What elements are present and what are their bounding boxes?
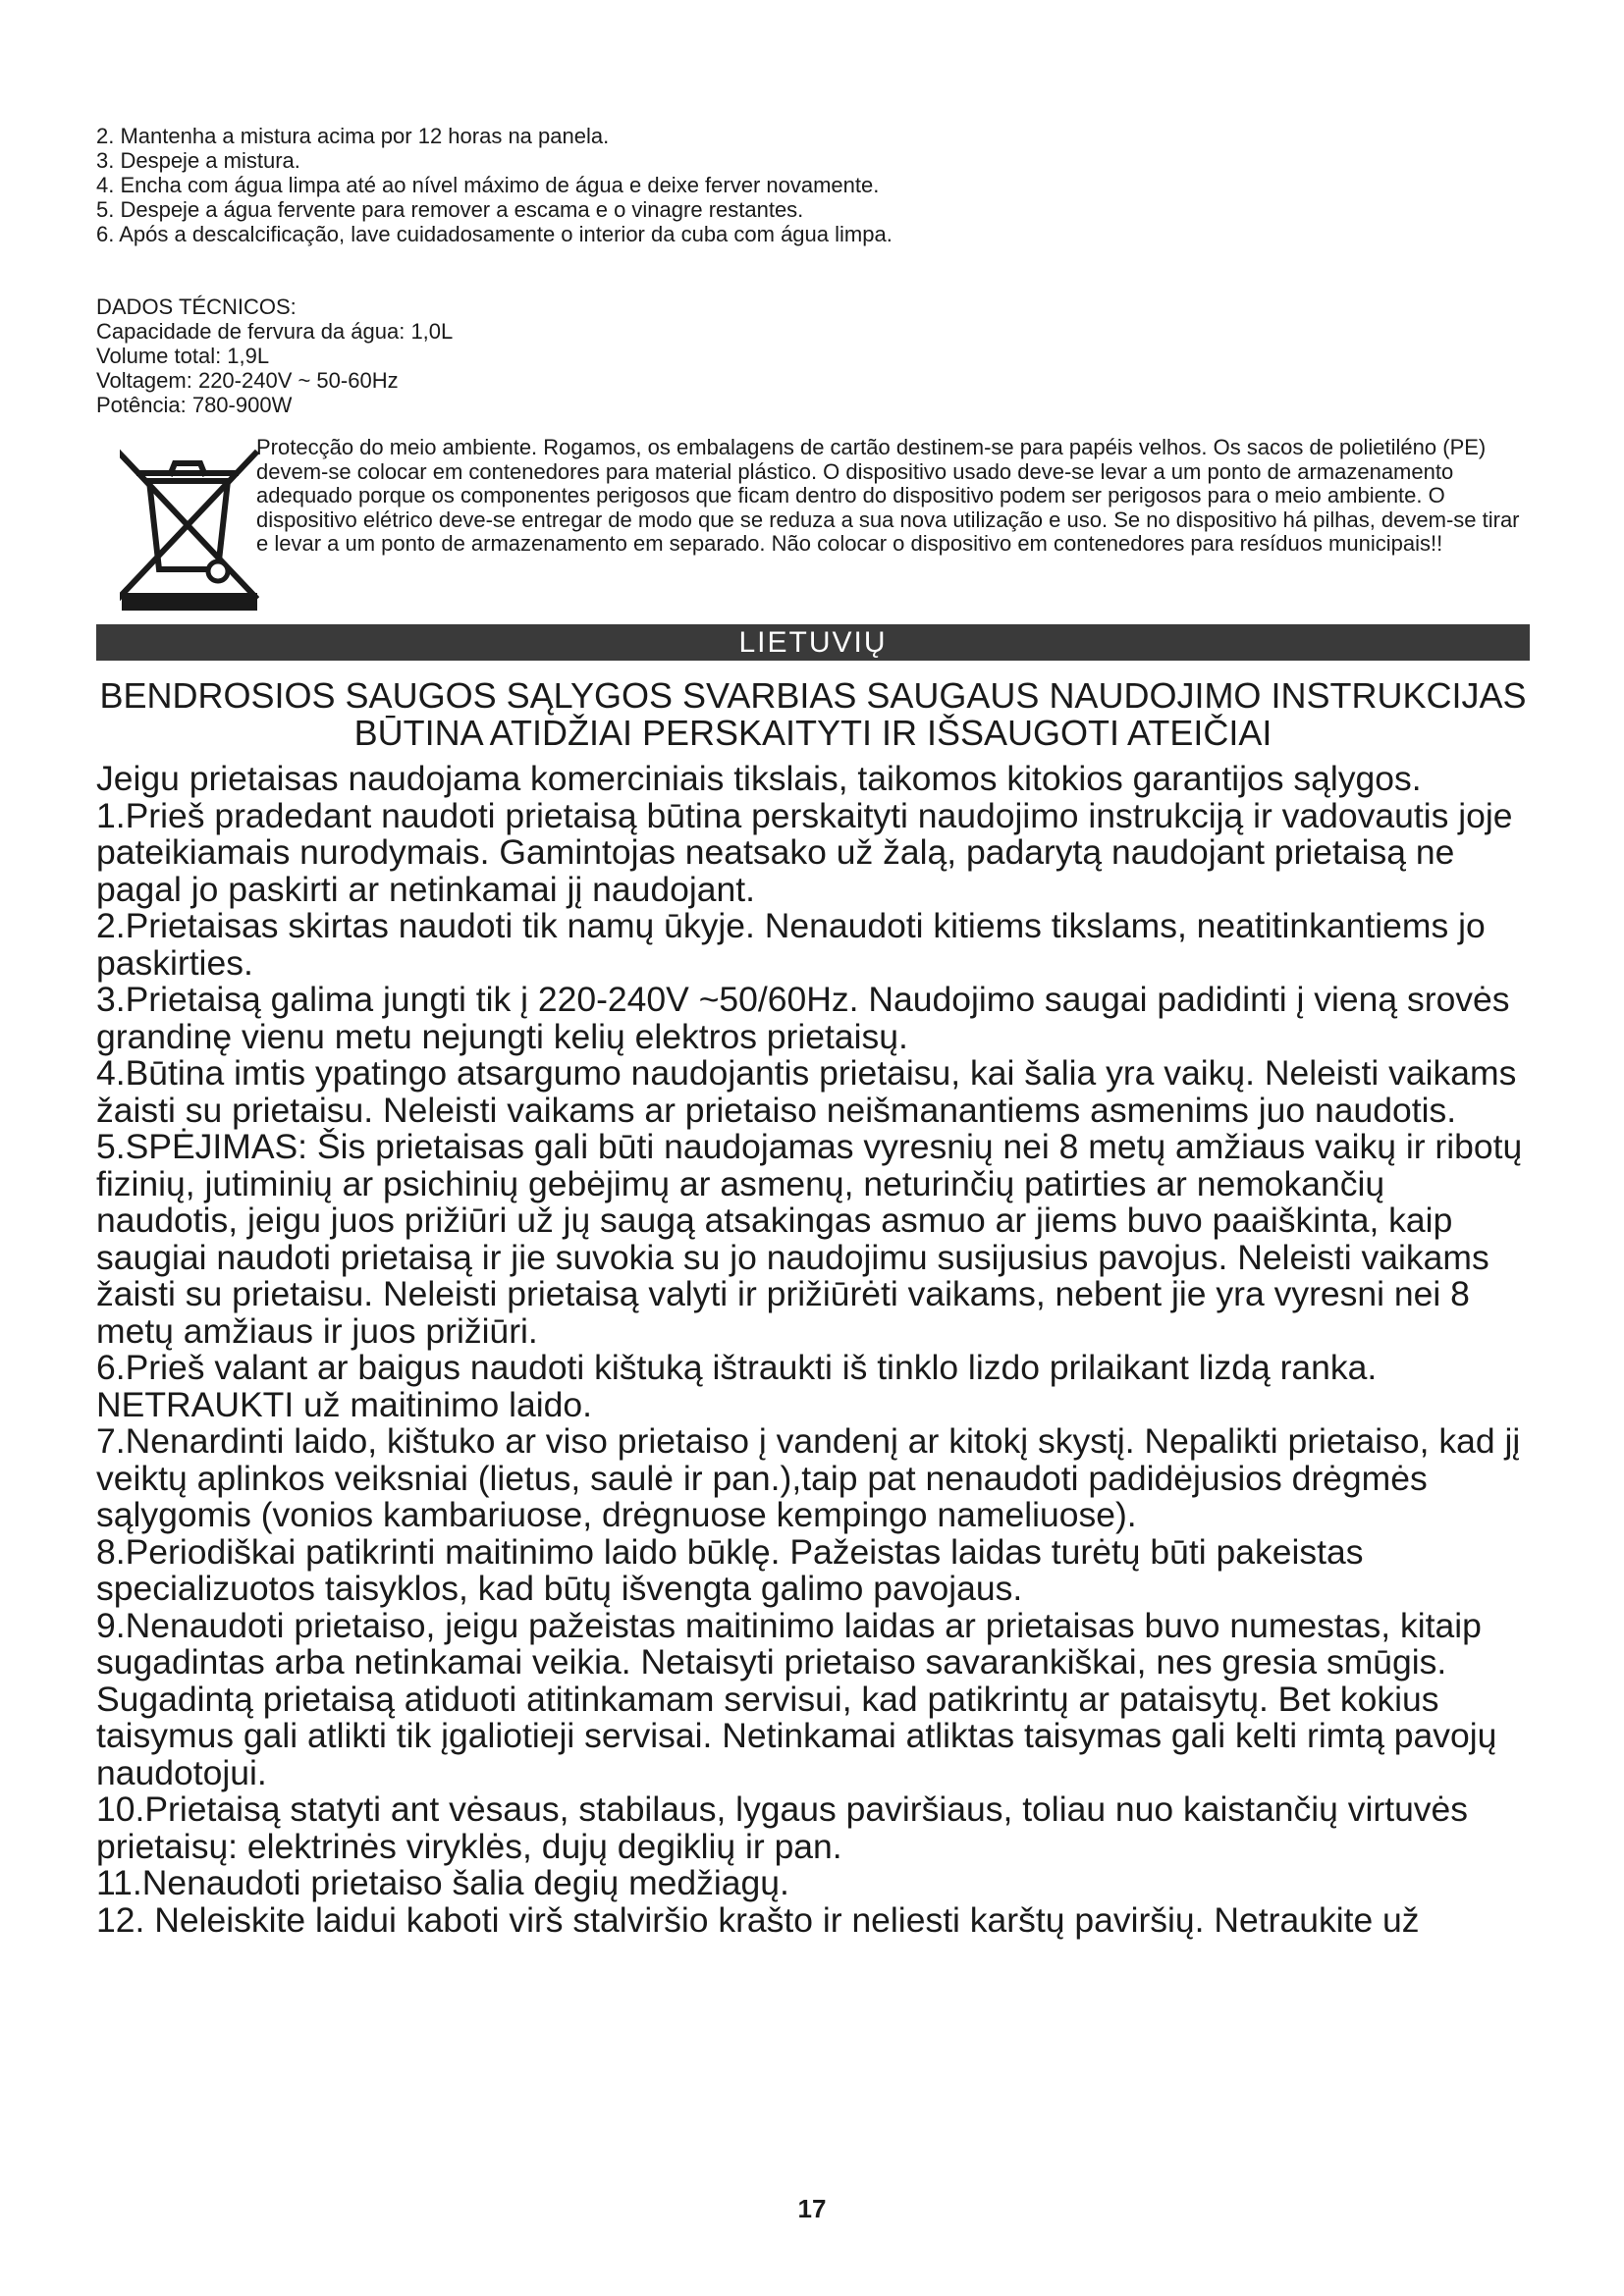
safety-paragraph: 12. Neleiskite laidui kaboti virš stalviršio krašto ir neliesti karštų paviršių. Netraukite už xyxy=(96,1899,1420,1940)
safety-paragraph: 4.Būtina imtis ypatingo atsargumo naudojantis prietaisu, kai šalia yra vaikų. Neleisti vaikams žaisti su prietaisu. Neleisti vaikams ar prietaiso neišmanantiems asmenims juo naudotis. xyxy=(96,1053,1517,1130)
technical-data-line: Potência: 780-900W xyxy=(96,393,293,417)
descaling-step: 5. Despeje a água fervente para remover a escama e o vinagre restantes. xyxy=(96,197,804,222)
environment-text: Protecção do meio ambiente. Rogamos, os embalagens de cartão destinem-se para papéis velhos. Os sacos de polietiléno (PE) devem-se colocar em contenedores para material plástico. O dispositivo usado deve-se levar a um ponto de armazenamento adequado porque os componentes perigosos que ficam dentro do dispositivo podem ser perigosos para o meio ambiente. O dispositivo elétrico deve-se entregar de modo que se reduza a sua nova utilização e uso. Se no dispositivo há pilhas, devem-se tirar e levar a um ponto de armazenamento em separado. Não colocar o dispositivo em contenedores para resíduos municipais!! xyxy=(256,435,1520,556)
safety-paragraph: 9.Nenaudoti prietaiso, jeigu pažeistas maitinimo laidas ar prietaisas buvo numestas, kitaip sugadintas arba netinkamai veikia. Netaisyti prietaiso savarankiškai, nes gresia smūgis. Sugadintą prietaisą atiduoti atitinkamam servisui, kad patikrintų ar pataisytų. Bet kokius taisymus gali atlikti tik įgaliotieji servisai. Netinkamai atliktas taisymas gali kelti rimtą pavojų naudotojui. xyxy=(96,1605,1497,1792)
safety-paragraph: 10.Prietaisą statyti ant vėsaus, stabilaus, lygaus paviršiaus, toliau nuo kaistančių virtuvės prietaisų: elektrinės viryklės, dujų degiklių ir pan. xyxy=(96,1789,1469,1866)
technical-data-line: Volume total: 1,9L xyxy=(96,344,270,368)
safety-paragraph: 1.Prieš pradedant naudoti prietaisą būtina perskaityti naudojimo instrukciją ir vadovautis joje pateikiamais nurodymais. Gamintojas neatsako už žalą, padarytą naudojant prietaisą ne pagal jo paskirti ar netinkamai jį naudojant. xyxy=(96,795,1513,909)
technical-data-line: Capacidade de fervura da água: 1,0L xyxy=(96,319,454,344)
technical-data xyxy=(96,294,882,417)
safety-paragraph: 5.SPĖJIMAS: Šis prietaisas gali būti naudojamas vyresnių nei 8 metų amžiaus vaikų ir ribotų fizinių, jutiminių ar psichinių gebėjimų ar asmenų, neturinčių patirties ar nemokančių naudotis, jeigu juos prižiūri už jų saugą atsakingas asmuo ar jiems buvo paaiškinta, kaip saugiai naudoti prietaisą ir jie suvokia su jo naudojimu susijusius pavojus. Neleisti vaikams žaisti su prietaisu. Neleisti prietaisą valyti ir prižiūrėti vaikams, nebent jie yra vyresni nei 8 metų amžiaus ir juos prižiūri. xyxy=(96,1127,1523,1351)
safety-paragraph: 8.Periodiškai patikrinti maitinimo laido būklę. Pažeistas laidas turėtų būti pakeistas specializuotos taisyklos, kad būtų išvengta galimo pavojaus. xyxy=(96,1531,1364,1608)
technical-data-line: Voltagem: 220-240V ~ 50-60Hz xyxy=(96,368,399,393)
safety-paragraph: Jeigu prietaisas naudojama komerciniais tikslais, taikomos kitokios garantijos sąlygos. xyxy=(96,759,1422,798)
language-banner: LIETUVIŲ xyxy=(96,624,1530,661)
technical-data-heading: DADOS TÉCNICOS: xyxy=(96,294,297,319)
descaling-step: 3. Despeje a mistura. xyxy=(96,148,300,173)
page-number: 17 xyxy=(797,2194,827,2223)
crossed-out-wheelie-bin-icon xyxy=(120,448,259,613)
safety-paragraph: 3.Prietaisą galima jungti tik į 220-240V ~50/60Hz. Naudojimo saugai padidinti į vieną srovės grandinę vienu metu nejungti kelių elektros prietaisų. xyxy=(96,980,1510,1056)
safety-paragraph: 2.Prietaisas skirtas naudoti tik namų ūkyje. Nenaudoti kitiems tikslams, neatitinkantiems jo paskirties. xyxy=(96,906,1486,983)
descaling-step: 6. Após a descalcificação, lave cuidadosamente o interior da cuba com água limpa. xyxy=(96,222,893,246)
safety-heading: BENDROSIOS SAUGOS SĄLYGOS SVARBIAS SAUGAUS NAUDOJIMO INSTRUKCIJAS BŪTINA ATIDŽIAI PERSKAITYTI IR IŠSAUGOTI ATEIČIAI xyxy=(99,675,1527,753)
descaling-step: 4. Encha com água limpa até ao nível máximo de água e deixe ferver novamente. xyxy=(96,173,880,197)
descaling-step: 2. Mantenha a mistura acima por 12 horas na panela. xyxy=(96,124,610,148)
environment-notice xyxy=(96,436,1530,613)
descaling-steps xyxy=(96,124,1510,246)
safety-paragraph: 7.Nenardinti laido, kištuko ar viso prietaiso į vandenį ar kitokį skystį. Nepalikti prietaiso, kad jį veiktų aplinkos veiksniai (lietus, saulė ir pan.),taip pat nenaudoti padidėjusios drėgmės sąlygomis (vonios kambariuose, drėgnuose kempingo nameliuose). xyxy=(96,1421,1521,1534)
safety-paragraph: 6.Prieš valant ar baigus naudoti kištuką ištraukti iš tinklo lizdo prilaikant lizdą ranka. NETRAUKTI už maitinimo laido. xyxy=(96,1348,1378,1424)
safety-instructions xyxy=(96,761,1530,1939)
safety-paragraph: 11.Nenaudoti prietaiso šalia degių medžiagų. xyxy=(96,1863,789,1902)
